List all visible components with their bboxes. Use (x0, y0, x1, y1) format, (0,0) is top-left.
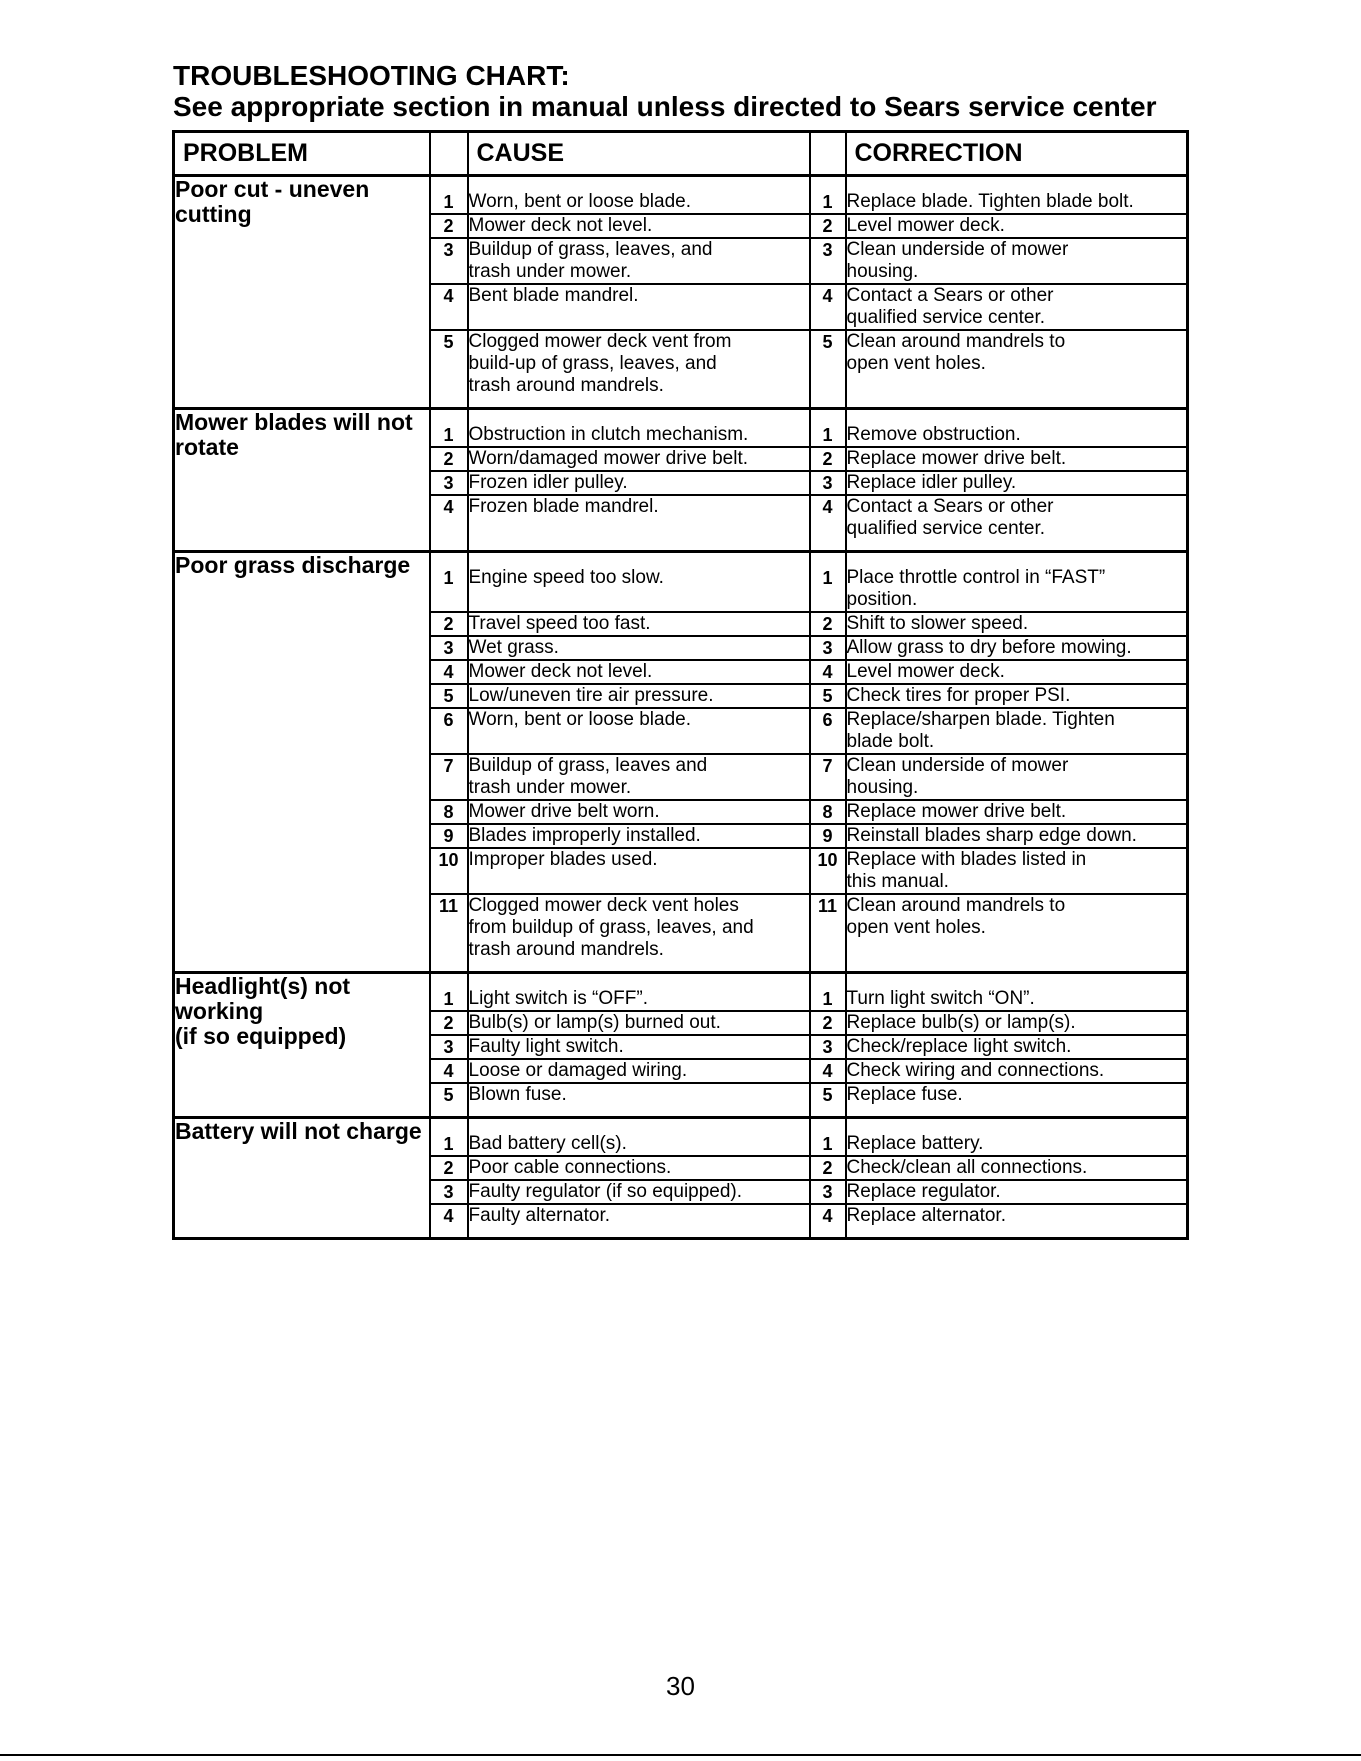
cause-text: Improper blades used. (468, 848, 810, 894)
correction-number: 3 (810, 238, 846, 284)
correction-number: 1 (810, 409, 846, 448)
cause-text: Bulb(s) or lamp(s) burned out. (468, 1011, 810, 1035)
problem-line: Headlight(s) not (175, 973, 351, 999)
header-cause-number (430, 132, 468, 176)
cause-text: Worn/damaged mower drive belt. (468, 447, 810, 471)
cause-number: 3 (430, 1180, 468, 1204)
cause-number: 3 (430, 1035, 468, 1059)
correction-text: Replace alternator. (846, 1204, 1188, 1239)
header-correction: CORRECTION (846, 132, 1188, 176)
cause-text: Buildup of grass, leaves and trash under mower. (468, 754, 810, 800)
cause-text: Mower deck not level. (468, 660, 810, 684)
correction-number: 3 (810, 471, 846, 495)
cause-number: 1 (430, 176, 468, 215)
correction-text: Replace regulator. (846, 1180, 1188, 1204)
cause-number: 7 (430, 754, 468, 800)
correction-text: Clean around mandrels to open vent holes. (846, 330, 1188, 409)
correction-text: Contact a Sears or other qualified service center. (846, 495, 1188, 552)
correction-number: 1 (810, 176, 846, 215)
cause-text: Worn, bent or loose blade. (468, 176, 810, 215)
problem-group (174, 1118, 1188, 1239)
cause-number: 10 (430, 848, 468, 894)
correction-number: 11 (810, 894, 846, 973)
chart-subtitle: See appropriate section in manual unless directed to Sears service center (173, 91, 1157, 122)
table-row (174, 176, 1188, 215)
problem-line: (if so equipped) (175, 1023, 347, 1049)
cause-text: Clogged mower deck vent from build-up of grass, leaves, and trash around mandrels. (468, 330, 810, 409)
correction-text: Replace idler pulley. (846, 471, 1188, 495)
correction-number: 1 (810, 973, 846, 1012)
cause-text: Obstruction in clutch mechanism. (468, 409, 810, 448)
correction-text: Check/clean all connections. (846, 1156, 1188, 1180)
problem-cell: Poor cut - uneven cutting (174, 176, 430, 409)
cause-number: 8 (430, 800, 468, 824)
correction-number: 3 (810, 1035, 846, 1059)
correction-number: 5 (810, 330, 846, 409)
problem-group (174, 176, 1188, 409)
footer-rule (0, 1754, 1361, 1756)
cause-number: 2 (430, 1156, 468, 1180)
cause-number: 3 (430, 471, 468, 495)
correction-text: Allow grass to dry before mowing. (846, 636, 1188, 660)
cause-text: Poor cable connections. (468, 1156, 810, 1180)
cause-number: 1 (430, 409, 468, 448)
problem-line: working (175, 998, 264, 1024)
header-problem: PROBLEM (174, 132, 430, 176)
header-correction-number (810, 132, 846, 176)
cause-number: 1 (430, 1118, 468, 1157)
problem-group (174, 552, 1188, 973)
cause-text: Faulty light switch. (468, 1035, 810, 1059)
correction-text: Clean underside of mower housing. (846, 754, 1188, 800)
table-row (174, 973, 1188, 1012)
cause-text: Frozen blade mandrel. (468, 495, 810, 552)
correction-number: 4 (810, 495, 846, 552)
cause-number: 1 (430, 973, 468, 1012)
cause-number: 4 (430, 284, 468, 330)
cause-text: Engine speed too slow. (468, 552, 810, 613)
correction-number: 2 (810, 447, 846, 471)
correction-text: Replace/sharpen blade. Tighten blade bolt. (846, 708, 1188, 754)
correction-text: Clean underside of mower housing. (846, 238, 1188, 284)
problem-cell: Battery will not charge (174, 1118, 430, 1239)
problem-cell: Poor grass discharge (174, 552, 430, 973)
cause-number: 2 (430, 447, 468, 471)
correction-text: Clean around mandrels to open vent holes. (846, 894, 1188, 973)
cause-number: 4 (430, 660, 468, 684)
correction-text: Replace battery. (846, 1118, 1188, 1157)
correction-text: Level mower deck. (846, 214, 1188, 238)
cause-text: Buildup of grass, leaves, and trash under mower. (468, 238, 810, 284)
cause-text: Faulty alternator. (468, 1204, 810, 1239)
troubleshooting-table (172, 130, 1189, 1240)
cause-text: Mower drive belt worn. (468, 800, 810, 824)
correction-number: 10 (810, 848, 846, 894)
cause-text: Bent blade mandrel. (468, 284, 810, 330)
correction-number: 4 (810, 660, 846, 684)
cause-number: 3 (430, 238, 468, 284)
correction-text: Replace mower drive belt. (846, 447, 1188, 471)
correction-number: 2 (810, 1011, 846, 1035)
correction-text: Turn light switch “ON”. (846, 973, 1188, 1012)
correction-text: Shift to slower speed. (846, 612, 1188, 636)
table-row (174, 1118, 1188, 1157)
correction-text: Level mower deck. (846, 660, 1188, 684)
cause-number: 4 (430, 1059, 468, 1083)
correction-number: 4 (810, 1204, 846, 1239)
cause-text: Mower deck not level. (468, 214, 810, 238)
correction-number: 1 (810, 552, 846, 613)
correction-text: Replace bulb(s) or lamp(s). (846, 1011, 1188, 1035)
table-row (174, 409, 1188, 448)
cause-text: Travel speed too fast. (468, 612, 810, 636)
cause-text: Loose or damaged wiring. (468, 1059, 810, 1083)
problem-group (174, 409, 1188, 552)
correction-number: 5 (810, 684, 846, 708)
cause-text: Wet grass. (468, 636, 810, 660)
cause-number: 5 (430, 1083, 468, 1118)
correction-text: Replace mower drive belt. (846, 800, 1188, 824)
correction-number: 9 (810, 824, 846, 848)
cause-number: 4 (430, 1204, 468, 1239)
cause-number: 4 (430, 495, 468, 552)
correction-number: 8 (810, 800, 846, 824)
cause-text: Low/uneven tire air pressure. (468, 684, 810, 708)
table-row (174, 552, 1188, 613)
correction-text: Replace with blades listed in this manual. (846, 848, 1188, 894)
correction-number: 3 (810, 1180, 846, 1204)
cause-text: Faulty regulator (if so equipped). (468, 1180, 810, 1204)
correction-number: 4 (810, 1059, 846, 1083)
cause-number: 3 (430, 636, 468, 660)
cause-text: Clogged mower deck vent holes from buildup of grass, leaves, and trash around mandrels. (468, 894, 810, 973)
cause-text: Blades improperly installed. (468, 824, 810, 848)
correction-number: 4 (810, 284, 846, 330)
cause-number: 2 (430, 214, 468, 238)
correction-text: Replace fuse. (846, 1083, 1188, 1118)
header-cause: CAUSE (468, 132, 810, 176)
correction-text: Check/replace light switch. (846, 1035, 1188, 1059)
correction-text: Contact a Sears or other qualified service center. (846, 284, 1188, 330)
cause-text: Light switch is “OFF”. (468, 973, 810, 1012)
cause-number: 5 (430, 684, 468, 708)
correction-number: 2 (810, 612, 846, 636)
cause-text: Worn, bent or loose blade. (468, 708, 810, 754)
correction-number: 3 (810, 636, 846, 660)
header-row (174, 132, 1188, 176)
problem-group (174, 973, 1188, 1118)
cause-number: 11 (430, 894, 468, 973)
problem-cell: Mower blades will not rotate (174, 409, 430, 552)
correction-number: 7 (810, 754, 846, 800)
correction-number: 2 (810, 214, 846, 238)
correction-text: Replace blade. Tighten blade bolt. (846, 176, 1188, 215)
cause-number: 9 (430, 824, 468, 848)
cause-number: 6 (430, 708, 468, 754)
page-number: 30 (666, 1671, 695, 1701)
correction-number: 1 (810, 1118, 846, 1157)
cause-number: 2 (430, 1011, 468, 1035)
cause-text: Blown fuse. (468, 1083, 810, 1118)
cause-text: Frozen idler pulley. (468, 471, 810, 495)
cause-number: 5 (430, 330, 468, 409)
correction-text: Check tires for proper PSI. (846, 684, 1188, 708)
correction-text: Reinstall blades sharp edge down. (846, 824, 1188, 848)
correction-text: Remove obstruction. (846, 409, 1188, 448)
correction-number: 5 (810, 1083, 846, 1118)
problem-cell (174, 973, 430, 1118)
correction-number: 6 (810, 708, 846, 754)
chart-title: TROUBLESHOOTING CHART: (173, 60, 570, 91)
cause-number: 1 (430, 552, 468, 613)
cause-number: 2 (430, 612, 468, 636)
correction-number: 2 (810, 1156, 846, 1180)
cause-text: Bad battery cell(s). (468, 1118, 810, 1157)
correction-text: Check wiring and connections. (846, 1059, 1188, 1083)
correction-text: Place throttle control in “FAST” position. (846, 552, 1188, 613)
